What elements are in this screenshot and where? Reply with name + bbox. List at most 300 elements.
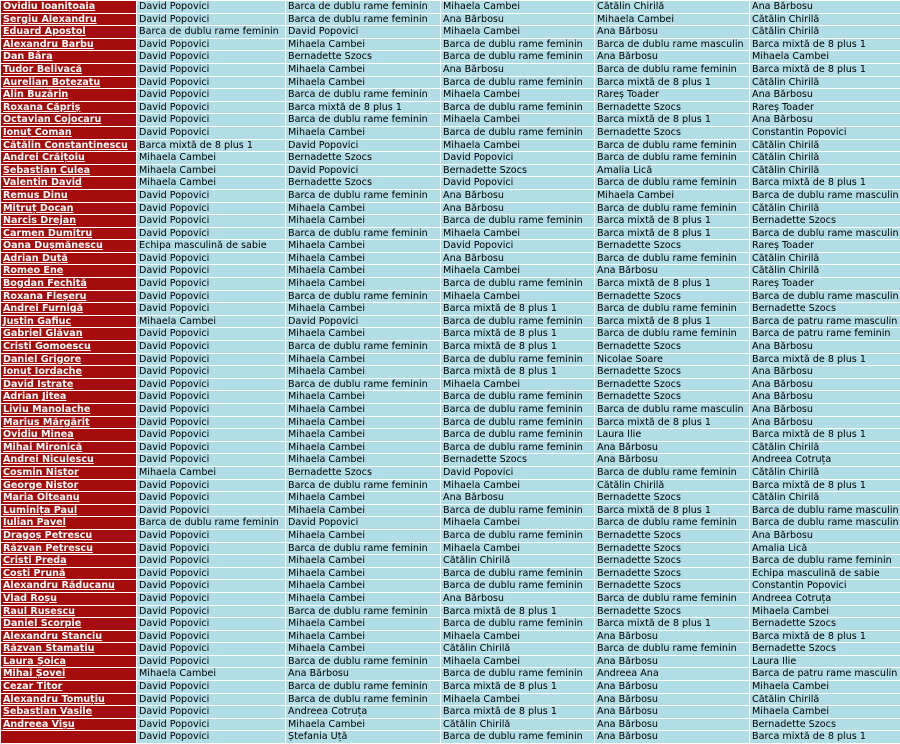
choice-cell-1: David Popovici bbox=[137, 64, 285, 76]
choice-cell-4: Barca mixtă de 8 plus 1 bbox=[595, 215, 749, 227]
choice-cell-1: David Popovici bbox=[137, 593, 285, 605]
choice-cell-4: Ana Bărbosu bbox=[595, 719, 749, 731]
choice-cell-4: Barca de dublu rame masculin bbox=[595, 39, 749, 51]
choice-cell-4: Bernadette Szocs bbox=[595, 102, 749, 114]
choice-cell-5: Barca mixtă de 8 plus 1 bbox=[750, 429, 900, 441]
choice-cell-1: Mihaela Cambei bbox=[137, 467, 285, 479]
choice-cell-2: Barca de dublu rame feminin bbox=[286, 228, 440, 240]
choice-cell-1: David Popovici bbox=[137, 429, 285, 441]
choice-cell-4: Bernadette Szocs bbox=[595, 555, 749, 567]
choice-cell-5: Barca mixtă de 8 plus 1 bbox=[750, 731, 900, 743]
choice-cell-2: Andreea Cotruța bbox=[286, 706, 440, 718]
choice-cell-3: Barca mixtă de 8 plus 1 bbox=[441, 366, 594, 378]
choice-cell-2: Barca de dublu rame feminin bbox=[286, 656, 440, 668]
choice-cell-5: Mihaela Cambei bbox=[750, 681, 900, 693]
person-name-link[interactable]: Andrei Crăițoiu bbox=[1, 152, 136, 164]
choice-cell-2: David Popovici bbox=[286, 517, 440, 529]
choice-cell-3: Barca de dublu rame feminin bbox=[441, 278, 594, 290]
person-name-link[interactable]: Narcis Drejan bbox=[1, 215, 136, 227]
choice-cell-5: Constantin Popovici bbox=[750, 580, 900, 592]
table-row bbox=[1, 51, 900, 63]
person-name-link[interactable] bbox=[1, 731, 136, 743]
choice-cell-2: Mihaela Cambei bbox=[286, 391, 440, 403]
choice-cell-1: David Popovici bbox=[137, 39, 285, 51]
choice-cell-3: Barca mixtă de 8 plus 1 bbox=[441, 606, 594, 618]
choice-cell-3: Barca de dublu rame feminin bbox=[441, 442, 594, 454]
choice-cell-3: David Popovici bbox=[441, 177, 594, 189]
choice-cell-2: Barca de dublu rame feminin bbox=[286, 379, 440, 391]
choice-cell-3: Mihaela Cambei bbox=[441, 291, 594, 303]
table-row bbox=[1, 228, 900, 240]
table-row bbox=[1, 215, 900, 227]
choice-cell-4: Bernadette Szocs bbox=[595, 530, 749, 542]
person-name-link[interactable]: Andrei Niculescu bbox=[1, 454, 136, 466]
table-row bbox=[1, 618, 900, 630]
choice-cell-5: Barca mixtă de 8 plus 1 bbox=[750, 177, 900, 189]
choice-cell-4: Nicolae Soare bbox=[595, 354, 749, 366]
table-row bbox=[1, 240, 900, 252]
choice-cell-5: Cătălin Chirilă bbox=[750, 694, 900, 706]
choice-cell-5: Barca mixtă de 8 plus 1 bbox=[750, 480, 900, 492]
choice-cell-1: David Popovici bbox=[137, 580, 285, 592]
person-name-link[interactable]: Alexandru Tomuțiu bbox=[1, 694, 136, 706]
person-name-link[interactable]: George Nistor bbox=[1, 480, 136, 492]
choice-cell-3: Barca de dublu rame feminin bbox=[441, 39, 594, 51]
table-row bbox=[1, 404, 900, 416]
choice-cell-1: Barca mixtă de 8 plus 1 bbox=[137, 140, 285, 152]
choice-cell-1: David Popovici bbox=[137, 341, 285, 353]
choice-cell-1: David Popovici bbox=[137, 731, 285, 743]
choice-cell-4: Mihaela Cambei bbox=[595, 14, 749, 26]
person-name-link[interactable]: Cezar Titor bbox=[1, 681, 136, 693]
choice-cell-5: Barca de dublu rame masculin bbox=[752, 227, 899, 239]
choice-cell-3: Mihaela Cambei bbox=[441, 656, 594, 668]
choice-cell-1: David Popovici bbox=[137, 643, 285, 655]
choice-cell-3: Barca mixtă de 8 plus 1 bbox=[441, 681, 594, 693]
choice-cell-3: Barca de dublu rame feminin bbox=[441, 580, 594, 592]
choice-cell-4: Barca de dublu rame feminin bbox=[595, 303, 749, 315]
person-name-link[interactable]: Roxana Căpriș bbox=[1, 102, 136, 114]
person-name-link[interactable]: Ovidiu Minea bbox=[1, 429, 136, 441]
choice-cell-2: Barca de dublu rame feminin bbox=[286, 190, 440, 202]
choice-cell-2: Mihaela Cambei bbox=[286, 618, 440, 630]
choice-cell-1: Mihaela Cambei bbox=[137, 152, 285, 164]
person-name-link[interactable]: Carmen Dumitru bbox=[1, 228, 136, 240]
choice-cell-4: Barca mixtă de 8 plus 1 bbox=[595, 114, 749, 126]
person-name-link[interactable]: Andrei Furnigă bbox=[1, 303, 136, 315]
choice-cell-1: Mihaela Cambei bbox=[137, 668, 285, 680]
person-name-link[interactable]: Ionuț Iordache bbox=[1, 366, 136, 378]
choice-cell-1: David Popovici bbox=[137, 190, 285, 202]
choice-cell-5: Bernadette Szocs bbox=[750, 643, 900, 655]
choice-cell-5: Cătălin Chirilă bbox=[750, 77, 900, 89]
choice-cell-1: Echipa masculină de sabie bbox=[137, 240, 285, 252]
choice-cell-4: Ana Bărbosu bbox=[595, 26, 749, 38]
person-name-link[interactable]: Cosmin Nistor bbox=[1, 467, 136, 479]
choice-cell-2: Mihaela Cambei bbox=[286, 215, 440, 227]
person-name-link[interactable]: Eduard Apostol bbox=[1, 26, 136, 38]
choice-cell-1: David Popovici bbox=[137, 203, 285, 215]
person-name-link[interactable]: Gabriel Glăvan bbox=[1, 328, 136, 340]
person-name-link[interactable]: Liviu Manolache bbox=[1, 404, 136, 416]
table-row bbox=[1, 177, 900, 189]
person-name-link[interactable]: Andreea Vișu bbox=[1, 719, 136, 731]
choice-cell-2: Mihaela Cambei bbox=[286, 442, 440, 454]
choice-cell-3: Barca de dublu rame feminin bbox=[441, 429, 594, 441]
person-name-link[interactable]: Ovidiu Ioanițoaia bbox=[1, 1, 136, 13]
choice-cell-3: Barca de dublu rame feminin bbox=[441, 127, 594, 139]
table-row bbox=[1, 366, 900, 378]
choice-cell-1: David Popovici bbox=[137, 480, 285, 492]
choice-cell-5: Mihaela Cambei bbox=[750, 51, 900, 63]
choice-cell-3: Barca mixtă de 8 plus 1 bbox=[441, 328, 594, 340]
choice-cell-2: Mihaela Cambei bbox=[286, 492, 440, 504]
table-row bbox=[1, 303, 900, 315]
person-name-link[interactable]: Valentin David bbox=[1, 177, 136, 189]
choice-cell-5: Cătălin Chirilă bbox=[750, 140, 900, 152]
table-row bbox=[1, 694, 900, 706]
person-name-link[interactable]: Alexandru Răducanu bbox=[1, 580, 136, 592]
choice-cell-1: David Popovici bbox=[137, 265, 285, 277]
choice-cell-3: Mihaela Cambei bbox=[441, 89, 594, 101]
choice-cell-2: Mihaela Cambei bbox=[286, 593, 440, 605]
choice-cell-5: Ana Bărbosu bbox=[750, 114, 900, 126]
table-row bbox=[1, 606, 900, 618]
table-row bbox=[1, 530, 900, 542]
choice-cell-5: Ana Bărbosu bbox=[750, 404, 900, 416]
choice-cell-1: Mihaela Cambei bbox=[137, 177, 285, 189]
person-name-link[interactable]: David Istrate bbox=[1, 379, 136, 391]
choice-cell-3: David Popovici bbox=[441, 240, 594, 252]
choice-cell-5: Cătălin Chirilă bbox=[750, 492, 900, 504]
choice-cell-2: David Popovici bbox=[286, 140, 440, 152]
choice-cell-4: Barca de dublu rame feminin bbox=[595, 517, 749, 529]
choice-cell-5: Rareș Toader bbox=[750, 240, 900, 252]
choice-cell-5: Andreea Cotruța bbox=[750, 593, 900, 605]
choice-cell-2: Barca de dublu rame feminin bbox=[286, 14, 440, 26]
person-name-link[interactable]: Maria Olteanu bbox=[1, 492, 136, 504]
choice-cell-3: David Popovici bbox=[441, 152, 594, 164]
choice-cell-1: David Popovici bbox=[137, 404, 285, 416]
choice-cell-5: Ana Bărbosu bbox=[750, 530, 900, 542]
table-row bbox=[1, 165, 900, 177]
person-name-link[interactable]: Roxana Fleșeru bbox=[1, 291, 136, 303]
choice-cell-1: Barca de dublu rame feminin bbox=[137, 517, 285, 529]
choice-cell-4: Bernadette Szocs bbox=[595, 366, 749, 378]
person-name-link[interactable]: Răzvan Stamatiu bbox=[1, 643, 136, 655]
choice-cell-4: Bernadette Szocs bbox=[595, 492, 749, 504]
person-name-link[interactable]: Luminița Paul bbox=[1, 505, 136, 517]
choice-cell-4: Amalia Lică bbox=[595, 165, 749, 177]
choice-cell-4: Cătălin Chirilă bbox=[595, 1, 749, 13]
person-name-link[interactable]: Bogdan Fechită bbox=[1, 278, 136, 290]
choice-cell-2: Barca de dublu rame feminin bbox=[286, 1, 440, 13]
table-row bbox=[1, 114, 900, 126]
person-name-link[interactable]: Romeo Ene bbox=[1, 265, 136, 277]
choice-cell-4: Cătălin Chirilă bbox=[595, 480, 749, 492]
choice-cell-4: Bernadette Szocs bbox=[595, 341, 749, 353]
person-name-link[interactable]: Daniel Grigore bbox=[1, 354, 136, 366]
choice-cell-2: Ana Bărbosu bbox=[286, 668, 440, 680]
choice-cell-1: David Popovici bbox=[137, 606, 285, 618]
person-name-link[interactable]: Remus Dinu bbox=[1, 190, 136, 202]
choice-cell-5: Barca mixtă de 8 plus 1 bbox=[750, 631, 900, 643]
choice-cell-1: Mihaela Cambei bbox=[137, 165, 285, 177]
table-row bbox=[1, 190, 900, 202]
person-name-link[interactable]: Adrian Jitea bbox=[1, 391, 136, 403]
choice-cell-5: Ana Bărbosu bbox=[750, 89, 900, 101]
choice-cell-2: Barca de dublu rame feminin bbox=[286, 114, 440, 126]
choice-cell-3: Barca de dublu rame feminin bbox=[441, 530, 594, 542]
person-name-link[interactable]: Alexandru Stanciu bbox=[1, 631, 136, 643]
choice-cell-3: Ana Bărbosu bbox=[441, 203, 594, 215]
choice-cell-5: Bernadette Szocs bbox=[750, 618, 900, 630]
choice-cell-5: Barca de dublu rame feminin bbox=[750, 555, 900, 567]
person-name-link[interactable]: Mihai Mironică bbox=[1, 442, 136, 454]
choice-cell-5: Cătălin Chirilă bbox=[750, 14, 900, 26]
choice-cell-5: Barca de patru rame masculin bbox=[750, 668, 900, 680]
choice-cell-5: Constantin Popovici bbox=[750, 127, 900, 139]
choice-cell-5: Barca de dublu rame masculin bbox=[752, 504, 899, 516]
choice-cell-4: Barca de dublu rame masculin bbox=[595, 404, 749, 416]
choice-cell-3: Mihaela Cambei bbox=[441, 228, 594, 240]
choice-cell-3: Barca de dublu rame feminin bbox=[441, 417, 594, 429]
choice-cell-3: Ana Bărbosu bbox=[441, 593, 594, 605]
person-name-link[interactable]: Mitruț Docan bbox=[1, 203, 136, 215]
person-name-link[interactable]: Cristi Gomoescu bbox=[1, 341, 136, 353]
choice-cell-1: David Popovici bbox=[137, 89, 285, 101]
person-name-link[interactable]: Costi Prună bbox=[1, 568, 136, 580]
table-row bbox=[1, 265, 900, 277]
choice-cell-5: Barca de dublu rame masculin bbox=[752, 517, 899, 529]
choice-cell-5: Bernadette Szocs bbox=[750, 303, 900, 315]
choice-cell-4: Bernadette Szocs bbox=[595, 543, 749, 555]
table-row bbox=[1, 706, 900, 718]
table-row bbox=[1, 543, 900, 555]
table-row bbox=[1, 467, 900, 479]
choice-cell-5: Rareș Toader bbox=[750, 102, 900, 114]
choice-cell-1: David Popovici bbox=[137, 543, 285, 555]
choice-cell-3: Ana Bărbosu bbox=[441, 492, 594, 504]
choice-cell-3: Barca de dublu rame feminin bbox=[441, 505, 594, 517]
table-row bbox=[1, 152, 900, 164]
choice-cell-2: Mihaela Cambei bbox=[286, 643, 440, 655]
person-name-link[interactable]: Marius Mărgărit bbox=[1, 417, 136, 429]
choice-cell-3: Barca de dublu rame feminin bbox=[441, 102, 594, 114]
choice-cell-1: David Popovici bbox=[137, 568, 285, 580]
choice-cell-4: Barca de dublu rame feminin bbox=[595, 177, 749, 189]
choice-cell-3: Barca mixtă de 8 plus 1 bbox=[441, 303, 594, 315]
choice-cell-2: Barca de dublu rame feminin bbox=[286, 341, 440, 353]
choice-cell-5: Cătălin Chirilă bbox=[750, 467, 900, 479]
person-name-link[interactable]: Sergiu Alexandru bbox=[1, 14, 136, 26]
table-row bbox=[1, 14, 900, 26]
choice-cell-3: Barca de dublu rame feminin bbox=[441, 731, 594, 743]
table-row bbox=[1, 1, 900, 13]
person-name-link[interactable]: Alexandru Barbu bbox=[1, 39, 136, 51]
person-name-link[interactable]: Raul Rusescu bbox=[1, 606, 136, 618]
person-name-link[interactable]: Răzvan Petrescu bbox=[1, 543, 136, 555]
person-name-link[interactable]: Adrian Duță bbox=[1, 253, 136, 265]
table-row bbox=[1, 681, 900, 693]
choice-cell-2: Mihaela Cambei bbox=[286, 278, 440, 290]
choice-cell-3: Barca de dublu rame feminin bbox=[441, 354, 594, 366]
choice-cell-4: Rareș Toader bbox=[595, 89, 749, 101]
person-name-link[interactable]: Oana Dușmănescu bbox=[1, 240, 136, 252]
choice-cell-5: Cătălin Chirilă bbox=[750, 265, 900, 277]
choice-cell-1: David Popovici bbox=[137, 77, 285, 89]
choice-cell-3: Cătălin Chirilă bbox=[441, 643, 594, 655]
choice-cell-2: Mihaela Cambei bbox=[286, 354, 440, 366]
table-row bbox=[1, 417, 900, 429]
choice-cell-1: Barca de dublu rame feminin bbox=[137, 26, 285, 38]
person-name-link[interactable]: Iulian Pavel bbox=[1, 517, 136, 529]
person-name-link[interactable]: Justin Gafiuc bbox=[1, 316, 136, 328]
choice-cell-4: Barca mixtă de 8 plus 1 bbox=[595, 77, 749, 89]
choice-cell-3: Barca de dublu rame feminin bbox=[441, 568, 594, 580]
choice-cell-4: Mihaela Cambei bbox=[595, 190, 749, 202]
choice-cell-4: Bernadette Szocs bbox=[595, 606, 749, 618]
choice-cell-1: David Popovici bbox=[137, 366, 285, 378]
choice-cell-3: Barca de dublu rame feminin bbox=[441, 51, 594, 63]
choice-cell-2: Barca de dublu rame feminin bbox=[286, 89, 440, 101]
choice-cell-5: Barca de patru rame masculin bbox=[750, 316, 900, 328]
choice-cell-3: Mihaela Cambei bbox=[441, 480, 594, 492]
choice-cell-3: Cătălin Chirilă bbox=[441, 719, 594, 731]
choice-cell-4: Barca de dublu rame feminin bbox=[595, 643, 749, 655]
table-row bbox=[1, 656, 900, 668]
choice-cell-5: Barca de dublu rame masculin bbox=[752, 189, 899, 201]
choice-cell-5: Barca mixtă de 8 plus 1 bbox=[750, 39, 900, 51]
choice-cell-1: David Popovici bbox=[137, 505, 285, 517]
table-row bbox=[1, 379, 900, 391]
choice-cell-5: Ana Bărbosu bbox=[750, 341, 900, 353]
choice-cell-4: Bernadette Szocs bbox=[595, 391, 749, 403]
choice-cell-2: Bernadette Szocs bbox=[286, 51, 440, 63]
choice-cell-5: Bernadette Szocs bbox=[750, 719, 900, 731]
person-name-link[interactable]: Dan Bâra bbox=[1, 51, 136, 63]
choice-cell-1: David Popovici bbox=[137, 278, 285, 290]
choice-cell-4: Barca de dublu rame feminin bbox=[595, 64, 749, 76]
choice-cell-1: David Popovici bbox=[137, 215, 285, 227]
choice-cell-1: David Popovici bbox=[137, 291, 285, 303]
choice-cell-1: David Popovici bbox=[137, 618, 285, 630]
choice-cell-4: Ana Bărbosu bbox=[595, 631, 749, 643]
choice-cell-2: Mihaela Cambei bbox=[286, 39, 440, 51]
person-name-link[interactable]: Sebastian Vasile bbox=[1, 706, 136, 718]
choice-cell-1: David Popovici bbox=[137, 417, 285, 429]
choice-cell-2: Barca de dublu rame feminin bbox=[286, 694, 440, 706]
choice-cell-2: Mihaela Cambei bbox=[286, 240, 440, 252]
choice-cell-3: Bernadette Szocs bbox=[441, 454, 594, 466]
choice-cell-3: Barca de dublu rame feminin bbox=[441, 391, 594, 403]
choice-cell-5: Andreea Cotruța bbox=[750, 454, 900, 466]
choice-cell-2: Bernadette Szocs bbox=[286, 467, 440, 479]
choice-cell-1: David Popovici bbox=[137, 14, 285, 26]
person-name-link[interactable]: Laura Șoica bbox=[1, 656, 136, 668]
choice-cell-1: David Popovici bbox=[137, 127, 285, 139]
choice-cell-2: Mihaela Cambei bbox=[286, 555, 440, 567]
person-name-link[interactable]: Tudor Belivacă bbox=[1, 64, 136, 76]
choice-cell-2: Mihaela Cambei bbox=[286, 64, 440, 76]
choice-cell-3: Mihaela Cambei bbox=[441, 543, 594, 555]
choice-cell-2: Mihaela Cambei bbox=[286, 303, 440, 315]
choice-cell-1: David Popovici bbox=[137, 492, 285, 504]
choice-cell-4: Barca de dublu rame feminin bbox=[595, 467, 749, 479]
person-name-link[interactable]: Daniel Scorpie bbox=[1, 618, 136, 630]
table-row bbox=[1, 668, 900, 680]
choice-cell-1: David Popovici bbox=[137, 454, 285, 466]
choice-cell-5: Rareș Toader bbox=[750, 278, 900, 290]
choice-cell-4: Ana Bărbosu bbox=[595, 442, 749, 454]
choice-cell-3: Mihaela Cambei bbox=[441, 694, 594, 706]
choice-cell-3: Mihaela Cambei bbox=[441, 379, 594, 391]
table-row bbox=[1, 127, 900, 139]
choice-cell-3: Ana Bărbosu bbox=[441, 64, 594, 76]
choice-cell-3: Ana Bărbosu bbox=[441, 253, 594, 265]
person-name-link[interactable]: Octavian Cojocaru bbox=[1, 114, 136, 126]
person-name-link[interactable]: Cristi Preda bbox=[1, 555, 136, 567]
person-name-link[interactable]: Dragoș Petrescu bbox=[1, 530, 136, 542]
choice-cell-5: Cătălin Chirilă bbox=[750, 203, 900, 215]
choice-cell-4: Barca de dublu rame feminin bbox=[595, 203, 749, 215]
choice-cell-3: Mihaela Cambei bbox=[441, 631, 594, 643]
choice-cell-1: David Popovici bbox=[137, 631, 285, 643]
choice-cell-3: Mihaela Cambei bbox=[441, 140, 594, 152]
choice-cell-4: Bernadette Szocs bbox=[595, 291, 749, 303]
choice-cell-3: Bernadette Szocs bbox=[441, 165, 594, 177]
choice-cell-4: Barca de dublu rame feminin bbox=[595, 328, 749, 340]
choice-cell-2: Mihaela Cambei bbox=[286, 366, 440, 378]
table-row bbox=[1, 505, 900, 517]
choice-cell-2: Mihaela Cambei bbox=[286, 328, 440, 340]
table-row bbox=[1, 731, 900, 743]
choice-cell-5: Cătălin Chirilă bbox=[750, 26, 900, 38]
choice-cell-5: Barca mixtă de 8 plus 1 bbox=[750, 64, 900, 76]
person-name-link[interactable]: Ionuț Coman bbox=[1, 127, 136, 139]
choice-cell-4: Ana Bărbosu bbox=[595, 694, 749, 706]
choice-cell-4: Barca de dublu rame feminin bbox=[595, 152, 749, 164]
person-name-link[interactable]: Cătălin Constantinescu bbox=[1, 140, 136, 152]
choice-cell-1: David Popovici bbox=[137, 102, 285, 114]
choice-cell-3: Cătălin Chirilă bbox=[441, 555, 594, 567]
choice-cell-2: Bernadette Szocs bbox=[286, 152, 440, 164]
choice-cell-3: Ana Bărbosu bbox=[441, 14, 594, 26]
table-row bbox=[1, 442, 900, 454]
choice-cell-5: Mihaela Cambei bbox=[750, 706, 900, 718]
choice-cell-3: Mihaela Cambei bbox=[441, 265, 594, 277]
table-row bbox=[1, 643, 900, 655]
choice-cell-4: Andreea Ana bbox=[595, 668, 749, 680]
choice-cell-1: David Popovici bbox=[137, 253, 285, 265]
person-name-link[interactable]: Aurelian Botezatu bbox=[1, 77, 136, 89]
choice-cell-3: Mihaela Cambei bbox=[441, 26, 594, 38]
table-row bbox=[1, 89, 900, 101]
choice-cell-4: Ana Bărbosu bbox=[595, 706, 749, 718]
person-name-link[interactable]: Mihai Șovei bbox=[1, 668, 136, 680]
person-name-link[interactable]: Sebastian Culea bbox=[1, 165, 136, 177]
choice-cell-5: Ana Bărbosu bbox=[750, 366, 900, 378]
table-row bbox=[1, 631, 900, 643]
choice-cell-2: Mihaela Cambei bbox=[286, 203, 440, 215]
person-name-link[interactable]: Alin Buzărin bbox=[1, 89, 136, 101]
person-name-link[interactable]: Vlad Roșu bbox=[1, 593, 136, 605]
choice-cell-3: Mihaela Cambei bbox=[441, 114, 594, 126]
choice-cell-2: Mihaela Cambei bbox=[286, 253, 440, 265]
table-row bbox=[1, 354, 900, 366]
choice-cell-5: Cătălin Chirilă bbox=[750, 152, 900, 164]
choice-cell-5: Ana Bărbosu bbox=[750, 1, 900, 13]
